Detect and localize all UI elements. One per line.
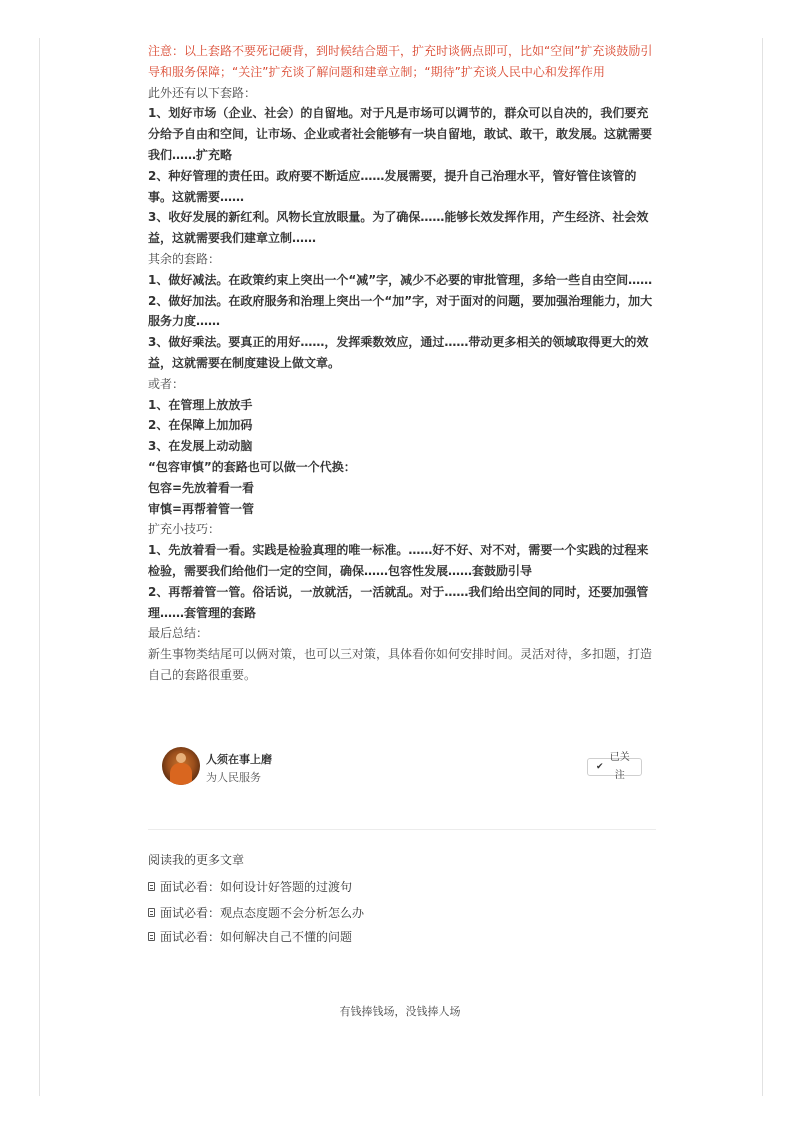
strategy-item: 包容=先放着看一看	[148, 480, 255, 495]
strategy-item: 3、收好发展的新红利。风物长宜放眼量。为了确保……能够长效发挥作用，产生经济、社会效益，这就需要我们建章立制……	[148, 210, 649, 246]
document-icon	[148, 882, 155, 891]
more-article-label: 面试必看：如何设计好答题的过渡句	[160, 880, 353, 894]
more-article-link[interactable]	[148, 878, 352, 895]
strategy-item: 1、先放着看一看。实践是检验真理的唯一标准。……好不好、对不对，需要一个实践的过程来检验，需要我们给他们一定的空间，确保……包容性发展……套鼓励引导	[148, 543, 649, 578]
strategy-item: 1、做好减法。在政策约束上突出一个“减”字，减少不必要的审批管理，多给一些自由空间……	[148, 272, 653, 287]
strategy-item: 审慎=再帮着管一管	[148, 501, 255, 516]
check-icon: ✔	[596, 762, 604, 772]
section-heading: 其余的套路：	[148, 251, 221, 266]
more-articles-title: 阅读我的更多文章	[148, 853, 245, 867]
article-body	[148, 41, 660, 686]
strategy-item: 2、做好加法。在政府服务和治理上突出一个“加”字，对于面对的问题，要加强治理能力，加大服务力度……	[148, 293, 653, 329]
strategy-item: 2、种好管理的责任田。政府要不断适应……发展需要，提升自己治理水平，管好管住该管的事。这就需要……	[148, 168, 637, 204]
strategy-item: 3、在发展上动动脑	[148, 439, 253, 454]
section-heading: 扩充小技巧：	[148, 522, 221, 537]
document-icon	[148, 908, 155, 917]
note-paragraph: 注意：以上套路不要死记硬背，到时候结合题干，扩充时谈俩点即可，比如“空间”扩充谈鼓励引导和服务保障；“关注”扩充谈了解问题和建章立制；“期待”扩充谈人民中心和发挥作用	[148, 44, 653, 79]
author-name[interactable]: 人须在事上磨	[206, 753, 272, 766]
summary-paragraph: 新生事物类结尾可以俩对策，也可以三对策，具体看你如何安排时间。灵活对待，多扣题，打造自己的套路很重要。	[148, 647, 653, 682]
section-heading: 此外还有以下套路：	[148, 85, 257, 100]
author-description: 为人民服务	[206, 771, 261, 784]
footer-text: 有钱捧钱场，没钱捧人场	[339, 1005, 461, 1018]
author-card	[162, 744, 642, 790]
section-heading: 或者：	[148, 376, 185, 391]
follow-button[interactable]	[587, 752, 642, 781]
strategy-item: 1、在管理上放放手	[148, 397, 253, 412]
divider	[148, 829, 656, 830]
avatar-robe	[170, 763, 192, 785]
strategy-item: 1、划好市场（企业、社会）的自留地。对于凡是市场可以调节的，群众可以自决的，我们要充分给予自由和空间，让市场、企业或者社会能够有一块自留地，敢试、敢干，敢发展。这就需要我们……扩充略	[148, 106, 653, 162]
section-heading: 最后总结：	[148, 626, 209, 641]
avatar-head	[176, 753, 186, 763]
more-article-link[interactable]	[148, 904, 364, 921]
more-article-label: 面试必看：如何解决自己不懂的问题	[160, 930, 353, 944]
document-icon	[148, 932, 155, 941]
strategy-item: 3、做好乘法。要真正的用好……，发挥乘数效应，通过……带动更多相关的领域取得更大的效益，这就需要在制度建设上做文章。	[148, 335, 649, 370]
more-article-link[interactable]	[148, 928, 352, 945]
follow-label: 已关注	[609, 752, 630, 781]
avatar[interactable]	[162, 747, 200, 785]
strategy-item: 2、在保障上加加码	[148, 418, 253, 433]
strategy-item: 2、再帮着管一管。俗话说，一放就活，一活就乱。对于……我们给出空间的同时，还要加强管理……套管理的套路	[148, 584, 649, 620]
more-article-label: 面试必看：观点态度题不会分析怎么办	[160, 906, 365, 920]
strategy-item: “包容审慎”的套路也可以做一个代换：	[148, 459, 356, 474]
